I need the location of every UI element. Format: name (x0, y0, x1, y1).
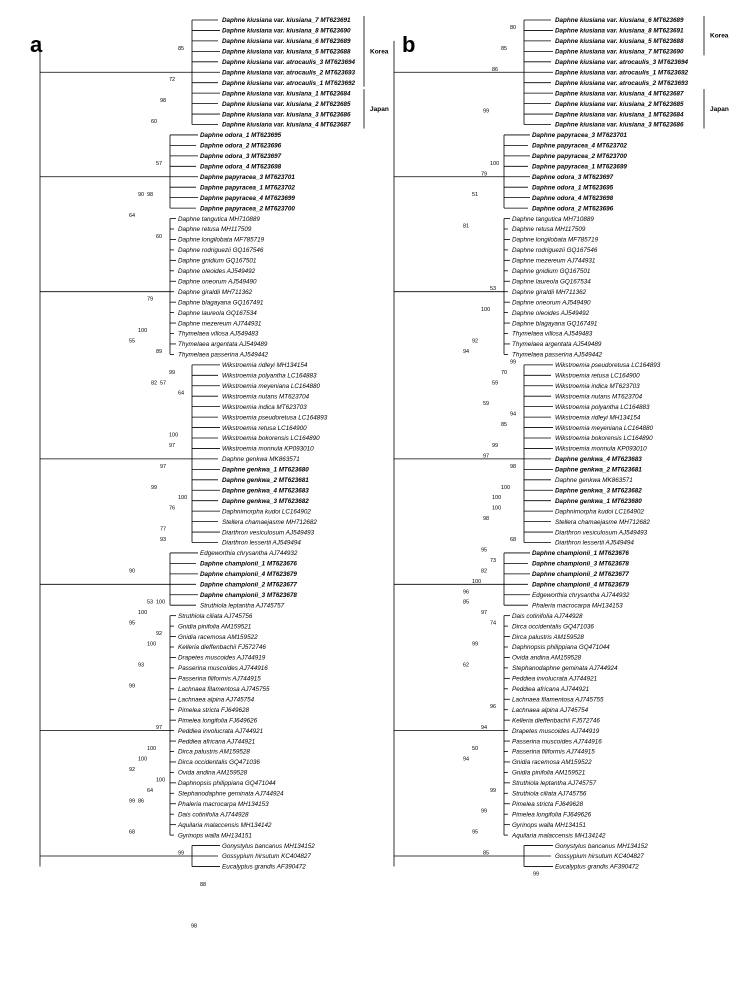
taxon-label: Gonystylus bancanus MH134152 (222, 842, 315, 850)
bootstrap-value: 60 (156, 233, 163, 240)
bootstrap-value: 99 (472, 641, 479, 648)
bootstrap-value: 94 (510, 411, 517, 418)
taxon-label: Wikstroemia retusa LC164900 (222, 424, 307, 432)
bootstrap-value: 100 (492, 495, 502, 502)
taxon-label: Passerina muscoides AJ744916 (178, 665, 268, 673)
taxon-label: Wikstroemia meyeniana LC164880 (555, 424, 653, 432)
taxon-label: Daphne tangutica MH710889 (178, 215, 260, 223)
taxon-label: Dais cotinifolia AJ744928 (512, 612, 583, 620)
taxon-label: Daphne odora_1 MT623695 (200, 132, 282, 140)
bootstrap-value: 100 (138, 756, 148, 763)
bootstrap-value: 51 (472, 192, 479, 199)
taxon-label: Daphne genkwa MK863571 (555, 477, 633, 484)
taxon-label: Daphne odora_3 MT623697 (532, 173, 614, 181)
bootstrap-value: 57 (160, 380, 167, 387)
taxon-label: Struthiola leptantha AJ745757 (512, 780, 597, 788)
bootstrap-value: 98 (191, 923, 198, 930)
taxon-label: Daphne papyracea_3 MT623701 (532, 132, 627, 140)
taxon-label: Daphne genkwa_3 MT623682 (555, 487, 642, 495)
bootstrap-value: 73 (490, 557, 497, 564)
taxon-label: Daphne genkwa_1 MT623680 (555, 497, 642, 505)
taxon-label: Gnidia racemosa AM159522 (178, 633, 258, 641)
bootstrap-value: 85 (501, 45, 508, 52)
taxon-label: Ovida andina AM159528 (512, 654, 582, 662)
bootstrap-value: 99 (129, 683, 136, 690)
bootstrap-value: 93 (160, 537, 167, 543)
bootstrap-value: 94 (463, 348, 470, 355)
taxon-label: Daphne kiusiana var. atrocaulis_1 MT623692 (555, 69, 689, 77)
taxon-label: Gyrinops walla MH134151 (512, 821, 586, 829)
taxon-label: Daphne laureola GQ167534 (512, 278, 591, 286)
bootstrap-value: 68 (129, 829, 136, 836)
taxon-label: Daphnopsis philippiana GQ471044 (178, 780, 276, 788)
taxon-label: Daphne odora_2 MT623696 (200, 142, 282, 150)
taxon-label: Passerina filiformis AJ744915 (178, 675, 261, 683)
taxon-label: Lachnaea alpina AJ745754 (178, 696, 255, 704)
bootstrap-value: 99 (481, 808, 488, 815)
taxon-label: Daphne oleoides AJ549492 (178, 268, 256, 275)
taxon-label: Peddiea involucrata AJ744921 (178, 727, 264, 735)
taxon-label: Daphne blagayana GQ167491 (512, 320, 598, 328)
bootstrap-value: 95 (129, 620, 136, 627)
bootstrap-value: 55 (129, 338, 136, 345)
bootstrap-value: 95 (481, 547, 488, 554)
taxon-label: Stephanodaphne geminata AJ744924 (178, 790, 284, 798)
taxon-label: Gnidia pinifolia AM159521 (512, 769, 586, 777)
bootstrap-value: 74 (490, 620, 497, 627)
taxon-label: Lachnaea alpina AJ745754 (512, 706, 589, 714)
taxon-label: Daphne championii_3 MT623678 (200, 591, 297, 599)
taxon-label: Daphne papyracea_2 MT623700 (532, 153, 627, 161)
taxon-label: Wikstroemia indica MT623703 (222, 403, 307, 411)
taxon-label: Diarthron lessertii AJ549494 (555, 539, 634, 547)
taxon-label: Edgeworthia chrysantha AJ744932 (200, 550, 298, 558)
taxon-label: Daphne kiusiana var. kiusiana_3 MT623686 (222, 111, 351, 119)
bootstrap-value: 100 (490, 160, 500, 167)
taxon-label: Daphnimorpha kudoi LC164902 (222, 508, 311, 516)
taxon-label: Daphne longilobata MF785719 (178, 236, 265, 244)
region-label: Korea (710, 32, 729, 40)
bootstrap-value: 98 (147, 192, 154, 199)
taxon-label: Wikstroemia ridleyi MH134154 (222, 362, 308, 370)
taxon-label: Daphne rodriguezii GQ167546 (512, 247, 598, 255)
bootstrap-value: 98 (510, 463, 517, 470)
taxon-label: Daphne kiusiana var. kiusiana_1 MT623684 (222, 90, 351, 98)
taxon-label: Wikstroemia meyeniana LC164880 (222, 382, 320, 390)
bootstrap-value: 99 (492, 442, 499, 449)
taxon-label: Daphne mezereum AJ744931 (178, 320, 262, 328)
taxon-label: Wikstroemia bokorensis LC164890 (222, 435, 320, 443)
taxon-label: Daphne papyracea_1 MT623702 (200, 184, 295, 192)
taxon-label: Daphne odora_2 MT623696 (532, 205, 614, 213)
taxon-label: Wikstroemia polyantha LC164883 (555, 403, 650, 411)
taxon-label: Daphne papyracea_4 MT623699 (200, 194, 295, 202)
bootstrap-value: 99 (178, 850, 185, 857)
taxon-label: Daphne championii_3 MT623678 (532, 560, 629, 568)
taxon-label: Wikstroemia nutans MT623704 (222, 393, 310, 401)
region-label: Japan (710, 105, 729, 113)
taxon-label: Gnidia pinifolia AM159521 (178, 623, 252, 631)
taxon-label: Dirca occidentalis GQ471036 (512, 623, 594, 631)
taxon-label: Pimelea longifolia FJ649626 (178, 717, 258, 725)
bootstrap-value: 85 (463, 599, 470, 606)
taxon-label: Daphne gnidium GQ167501 (178, 257, 257, 265)
bootstrap-value: 100 (472, 578, 482, 585)
taxon-label: Passerina filiformis AJ744915 (512, 748, 595, 756)
taxon-label: Dirca palustris AM159528 (178, 748, 250, 756)
taxon-label: Passerina muscoides AJ744916 (512, 738, 602, 746)
bootstrap-value: 82 (151, 380, 158, 387)
bootstrap-value: 92 (129, 766, 136, 773)
bootstrap-value: 85 (483, 850, 490, 857)
bootstrap-value: 99 (533, 871, 540, 878)
taxon-label: Wikstroemia monnula KP093010 (555, 445, 647, 453)
taxon-label: Eucalyptus grandis AF390472 (222, 863, 306, 871)
taxon-label: Gossypium hirsutum KC404827 (555, 853, 644, 861)
taxon-label: Kelleria dieffenbachii FJ572746 (178, 644, 266, 652)
bootstrap-value: 100 (501, 484, 511, 491)
taxon-label: Phaleria macrocarpa MH134153 (178, 800, 269, 808)
taxon-label: Diarthron vesiculosum AJ549493 (555, 529, 648, 537)
taxon-label: Daphne kiusiana var. atrocaulis_2 MT623693 (222, 69, 356, 77)
bootstrap-value: 79 (481, 171, 488, 178)
taxon-label: Daphne papyracea_2 MT623700 (200, 205, 295, 213)
bootstrap-value: 57 (156, 160, 163, 167)
taxon-label: Daphne championii_2 MT623677 (532, 571, 629, 579)
bootstrap-value: 93 (138, 662, 145, 669)
taxon-label: Wikstroemia pseudoretusa LC164893 (222, 414, 328, 422)
bootstrap-value: 97 (481, 610, 488, 617)
bootstrap-value: 86 (492, 66, 499, 73)
bootstrap-value: 97 (156, 725, 163, 732)
taxon-label: Ovida andina AM159528 (178, 769, 248, 777)
taxon-label: Daphne longilobata MF785719 (512, 236, 599, 244)
taxon-label: Pimelea longifolia FJ649626 (512, 811, 592, 819)
taxon-label: Daphne oleoides AJ549492 (512, 309, 590, 317)
taxon-label: Daphne championii_1 MT623676 (200, 560, 297, 568)
bootstrap-value: 81 (463, 223, 470, 230)
taxon-label: Daphne kiusiana var. kiusiana_5 MT623688 (222, 48, 351, 56)
bootstrap-value: 100 (156, 777, 166, 784)
taxon-label: Wikstroemia polyantha LC164883 (222, 372, 317, 380)
taxon-label: Daphne kiusiana var. kiusiana_2 MT623685 (222, 100, 351, 108)
taxon-label: Wikstroemia monnula KP093010 (222, 445, 314, 453)
bootstrap-value: 90 (129, 568, 136, 575)
taxon-label: Daphne kiusiana var. kiusiana_5 MT623688 (555, 38, 684, 46)
taxon-label: Dirca palustris AM159528 (512, 633, 584, 641)
panel-label: b (402, 32, 416, 57)
taxon-label: Daphne kiusiana var. kiusiana_2 MT623685 (555, 100, 684, 108)
taxon-label: Wikstroemia retusa LC164900 (555, 372, 640, 380)
taxon-label: Stephanodaphne geminata AJ744924 (512, 665, 618, 673)
taxon-label: Struthiola leptantha AJ745757 (200, 602, 285, 610)
taxon-label: Thymelaea argentata AJ549489 (178, 341, 268, 349)
bootstrap-value: 100 (492, 505, 502, 512)
taxon-label: Pimelea stricta FJ649628 (512, 800, 584, 808)
tree-panel-a (30, 16, 389, 930)
bootstrap-value: 62 (463, 662, 470, 669)
taxon-label: Gossypium hirsutum KC404827 (222, 853, 311, 861)
bootstrap-value: 79 (147, 296, 154, 303)
taxon-label: Phaleria macrocarpa MH134153 (532, 602, 623, 610)
taxon-label: Daphne odora_3 MT623697 (200, 153, 282, 161)
taxon-label: Daphne genkwa MK863571 (222, 456, 300, 464)
taxon-label: Pimelea stricta FJ649628 (178, 706, 250, 714)
taxon-label: Daphne oneorum AJ549490 (178, 278, 257, 286)
bootstrap-value: 72 (169, 77, 176, 84)
taxon-label: Eucalyptus grandis AF390472 (555, 863, 639, 871)
taxon-label: Daphne kiusiana var. atrocaulis_1 MT623692 (222, 79, 356, 87)
taxon-label: Daphne genkwa_1 MT623680 (222, 466, 309, 474)
taxon-label: Peddiea africana AJ744921 (178, 738, 256, 746)
bootstrap-value: 100 (147, 641, 157, 648)
taxon-label: Daphne papyracea_1 MT623699 (532, 163, 627, 171)
taxon-label: Wikstroemia indica MT623703 (555, 382, 640, 390)
bootstrap-value: 59 (483, 401, 490, 408)
taxon-label: Daphne rodriguezii GQ167546 (178, 247, 264, 255)
taxon-label: Gyrinops walla MH134151 (178, 832, 252, 840)
taxon-label: Daphne kiusiana var. kiusiana_8 MT623690 (222, 27, 351, 35)
bootstrap-value: 97 (160, 463, 167, 470)
taxon-label: Wikstroemia bokorensis LC164890 (555, 435, 653, 443)
bootstrap-value: 85 (178, 45, 185, 52)
taxon-label: Drapetes muscoides AJ744919 (178, 654, 266, 662)
taxon-label: Daphne gnidium GQ167501 (512, 268, 591, 275)
bootstrap-value: 85 (501, 422, 508, 429)
taxon-label: Daphne championii_4 MT623679 (200, 571, 297, 579)
region-label: Japan (370, 105, 389, 113)
taxon-label: Daphne championii_4 MT623679 (532, 581, 629, 589)
taxon-label: Lachnaea filamentosa AJ745755 (178, 686, 270, 693)
region-label: Korea (370, 48, 389, 56)
taxon-label: Wikstroemia pseudoretusa LC164893 (555, 362, 661, 370)
taxon-label: Daphne kiusiana var. kiusiana_7 MT623690 (555, 48, 684, 56)
bootstrap-value: 96 (490, 704, 497, 711)
taxon-label: Daphne tangutica MH710889 (512, 215, 594, 223)
bootstrap-value: 99 (483, 108, 490, 115)
taxon-label: Daphne kiusiana var. kiusiana_7 MT623691 (222, 17, 351, 25)
bootstrap-value: 89 (156, 348, 163, 355)
taxon-label: Wikstroemia ridleyi MH134154 (555, 414, 641, 422)
taxon-label: Aquilaria malaccensis MH134142 (512, 832, 606, 840)
taxon-label: Kelleria dieffenbachii FJ572746 (512, 717, 600, 725)
taxon-label: Daphne giraldii MH711362 (178, 288, 253, 296)
bootstrap-value: 100 (138, 328, 148, 334)
bootstrap-value: 100 (147, 746, 157, 752)
taxon-label: Daphne laureola GQ167534 (178, 309, 257, 317)
taxon-label: Daphne kiusiana var. kiusiana_3 MT623686 (555, 121, 684, 129)
taxon-label: Daphne kiusiana var. kiusiana_1 MT623684 (555, 111, 684, 119)
taxon-label: Daphne championii_1 MT623676 (532, 550, 629, 558)
taxon-label: Thymelaea passerina AJ549442 (512, 351, 603, 359)
taxon-label: Daphne genkwa_3 MT623682 (222, 497, 309, 505)
bootstrap-value: 53 (490, 286, 497, 293)
taxon-label: Stellera chamaejasme MH712682 (222, 518, 317, 526)
taxon-label: Daphne giraldii MH711362 (512, 288, 587, 296)
bootstrap-value: 99 (510, 359, 517, 366)
bootstrap-value: 98 (483, 516, 490, 523)
bootstrap-value: 94 (463, 756, 470, 763)
bootstrap-value: 50 (472, 746, 479, 752)
bootstrap-value: 68 (510, 537, 517, 543)
taxon-label: Daphne kiusiana var. kiusiana_8 MT623691 (555, 27, 684, 35)
bootstrap-value: 100 (169, 432, 179, 439)
taxon-label: Gonystylus bancanus MH134152 (555, 842, 648, 850)
taxon-label: Thymelaea argentata AJ549489 (512, 341, 602, 349)
taxon-label: Daphne genkwa_4 MT623683 (222, 487, 309, 495)
taxon-label: Daphne kiusiana var. atrocaulis_3 MT623694 (555, 59, 689, 66)
taxon-label: Daphnimorpha kudoi LC164902 (555, 508, 644, 516)
taxon-label: Gnidia racemosa AM159522 (512, 759, 592, 767)
taxon-label: Daphne mezereum AJ744931 (512, 257, 596, 265)
bootstrap-value: 76 (169, 505, 176, 512)
taxon-label: Dais cotinifolia AJ744928 (178, 811, 249, 819)
taxon-label: Diarthron lessertii AJ549494 (222, 539, 301, 547)
bootstrap-value: 95 (472, 829, 479, 836)
taxon-label: Stellera chamaejasme MH712682 (555, 518, 650, 526)
taxon-label: Daphne genkwa_2 MT623681 (222, 477, 309, 484)
bootstrap-value: 64 (147, 787, 154, 794)
taxon-label: Daphne oneorum AJ549490 (512, 299, 591, 307)
taxon-label: Daphne odora_4 MT623698 (200, 163, 282, 171)
bootstrap-value: 53 (147, 599, 154, 606)
taxon-label: Daphne papyracea_4 MT623702 (532, 142, 627, 150)
taxon-label: Thymelaea villosa AJ549483 (178, 330, 259, 338)
taxon-label: Daphne kiusiana var. kiusiana_6 MT623689 (555, 17, 684, 25)
taxon-label: Diarthron vesiculosum AJ549493 (222, 529, 315, 537)
taxon-label: Drapetes muscoides AJ744919 (512, 727, 600, 735)
taxon-label: Daphne genkwa_4 MT623683 (555, 456, 642, 464)
bootstrap-value: 97 (483, 453, 490, 460)
taxon-label: Dirca occidentalis GQ471036 (178, 759, 260, 767)
taxon-label: Edgeworthia chrysantha AJ744932 (532, 591, 630, 599)
taxon-label: Struthiola ciliata AJ745756 (512, 790, 587, 798)
taxon-label: Thymelaea passerina AJ549442 (178, 351, 269, 359)
bootstrap-value: 64 (178, 390, 185, 397)
taxon-label: Daphne genkwa_2 MT623681 (555, 466, 642, 474)
bootstrap-value: 90 (138, 192, 145, 199)
taxon-label: Daphne kiusiana var. kiusiana_4 MT623687 (222, 121, 351, 129)
taxon-label: Aquilaria malaccensis MH134142 (178, 821, 272, 829)
taxon-label: Wikstroemia nutans MT623704 (555, 393, 643, 401)
bootstrap-value: 99 (151, 484, 158, 491)
bootstrap-value: 82 (481, 568, 488, 575)
taxon-label: Daphne papyracea_3 MT623701 (200, 173, 295, 181)
taxon-label: Daphne kiusiana var. kiusiana_6 MT623689 (222, 38, 351, 46)
taxon-label: Daphne kiusiana var. atrocaulis_2 MT623693 (555, 79, 689, 87)
bootstrap-value: 88 (200, 881, 207, 888)
bootstrap-value: 100 (481, 307, 491, 314)
taxon-label: Daphne odora_4 MT623698 (532, 194, 614, 202)
bootstrap-value: 92 (472, 338, 479, 345)
taxon-label: Struthiola ciliata AJ745756 (178, 612, 253, 620)
taxon-label: Peddiea africana AJ744921 (512, 686, 590, 693)
bootstrap-value: 60 (151, 119, 158, 125)
bootstrap-value: 100 (156, 599, 166, 606)
taxon-label: Thymelaea villosa AJ549483 (512, 330, 593, 338)
bootstrap-value: 92 (156, 631, 163, 638)
taxon-label: Daphne kiusiana var. atrocaulis_3 MT623694 (222, 59, 356, 66)
bootstrap-value: 98 (160, 98, 167, 105)
bootstrap-value: 80 (510, 24, 517, 31)
bootstrap-value: 96 (463, 589, 470, 596)
bootstrap-value: 64 (129, 213, 136, 220)
taxon-label: Daphne retusa MH117509 (178, 226, 252, 234)
taxon-label: Daphnopsis philippiana GQ471044 (512, 644, 610, 652)
bootstrap-value: 97 (169, 442, 176, 449)
taxon-label: Daphne retusa MH117509 (512, 226, 586, 234)
tree-panel-b (394, 16, 729, 877)
bootstrap-value: 86 (138, 798, 145, 805)
taxon-label: Daphne odora_1 MT623695 (532, 184, 614, 192)
taxon-label: Lachnaea filamentosa AJ745755 (512, 696, 604, 704)
bootstrap-value: 99 (490, 787, 497, 794)
taxon-label: Daphne blagayana GQ167491 (178, 299, 264, 307)
bootstrap-value: 77 (160, 526, 167, 533)
taxon-label: Peddiea involucrata AJ744921 (512, 675, 598, 683)
taxon-label: Daphne kiusiana var. kiusiana_4 MT623687 (555, 90, 684, 98)
bootstrap-value: 99 (169, 369, 176, 376)
bootstrap-value: 70 (501, 369, 508, 376)
bootstrap-value: 94 (481, 725, 488, 732)
bootstrap-value: 100 (178, 495, 188, 502)
bootstrap-value: 99 (129, 798, 136, 805)
taxon-label: Daphne championii_2 MT623677 (200, 581, 297, 589)
bootstrap-value: 100 (138, 610, 148, 617)
panel-label: a (30, 32, 43, 57)
bootstrap-value: 59 (492, 380, 499, 387)
